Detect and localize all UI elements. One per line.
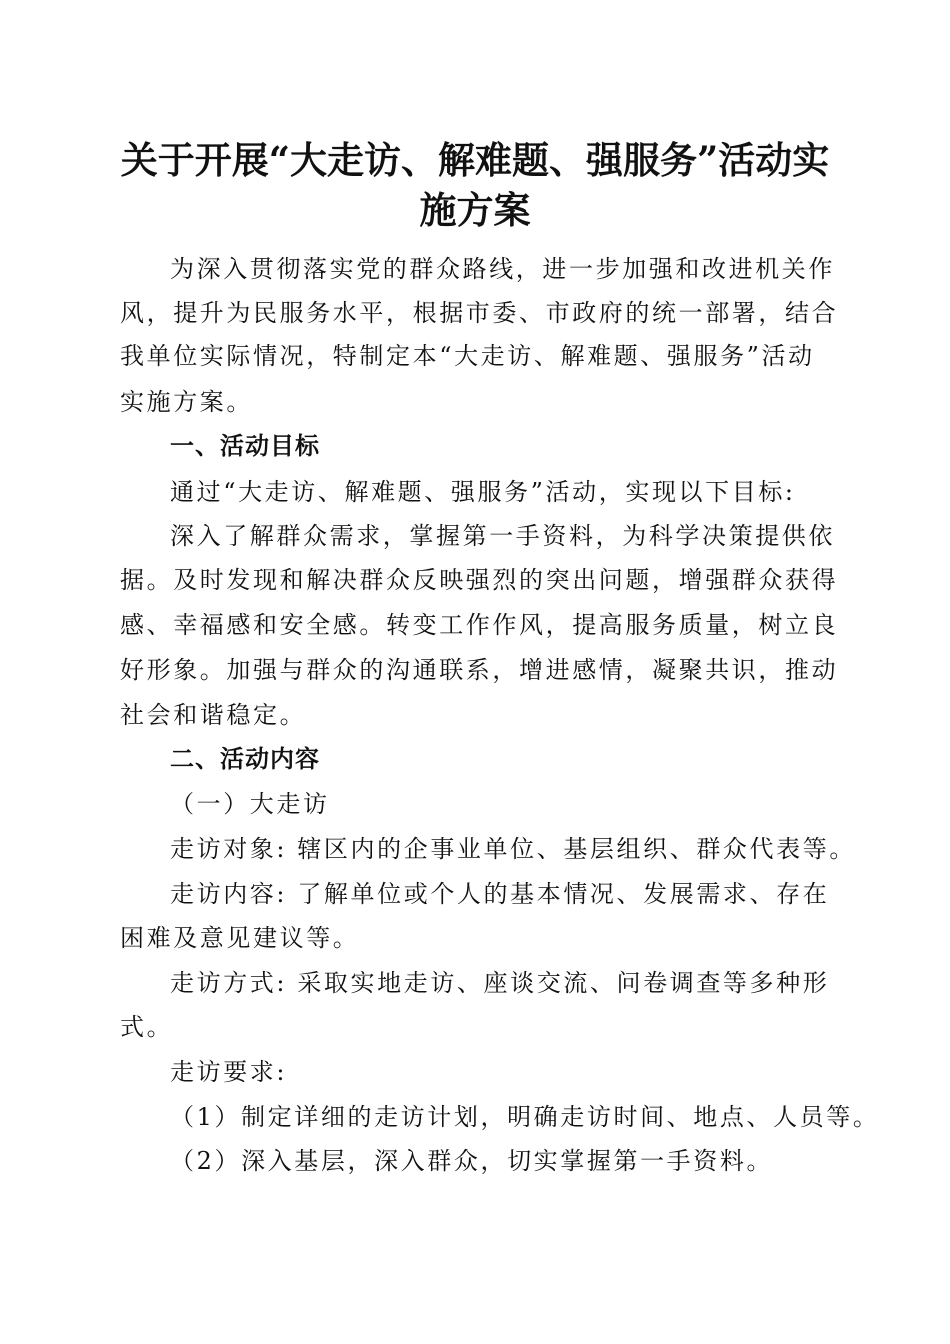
- document-title-line-2: 施方案: [419, 188, 531, 232]
- visit-content-line-1: 走访内容: 了解单位或个人的基本情况、发展需求、存在: [170, 880, 830, 908]
- document-title-line-1: 关于开展“大走访、解难题、强服务”活动实: [120, 138, 830, 182]
- intro-line-3: 我单位实际情况，特制定本“大走访、解难题、强服务”活动: [120, 342, 815, 370]
- visit-method-line-1: 走访方式: 采取实地走访、座谈交流、问卷调查等多种形: [170, 969, 830, 997]
- intro-line-4: 实施方案。: [120, 388, 253, 416]
- visit-targets: 走访对象: 辖区内的企事业单位、基层组织、群众代表等。: [170, 835, 856, 863]
- intro-line-2: 风，提升为民服务水平，根据市委、市政府的统一部署，结合: [120, 299, 839, 327]
- visit-method-line-2: 式。: [120, 1013, 174, 1041]
- goals-line-5: 社会和谐稳定。: [120, 701, 307, 729]
- visit-content-line-2: 困难及意见建议等。: [120, 924, 360, 952]
- intro-line-1: 为深入贯彻落实党的群众路线，进一步加强和改进机关作: [170, 255, 835, 283]
- section-heading-goals: 一、活动目标: [170, 432, 320, 460]
- goals-line-3: 感、幸福感和安全感。转变工作作风，提高服务质量，树立良: [120, 611, 839, 639]
- subheading-visit: （一）大走访: [170, 790, 330, 818]
- visit-requirement-1: （1）制定详细的走访计划，明确走访时间、地点、人员等。: [170, 1103, 880, 1131]
- goals-line-1: 深入了解群众需求，掌握第一手资料，为科学决策提供依: [170, 522, 835, 550]
- goals-line-4: 好形象。加强与群众的沟通联系，增进感情，凝聚共识，推动: [120, 656, 839, 684]
- section-heading-content: 二、活动内容: [170, 745, 320, 773]
- visit-requirement-2: （2）深入基层，深入群众，切实掌握第一手资料。: [170, 1147, 774, 1175]
- visit-requirements-label: 走访要求:: [170, 1058, 288, 1086]
- goals-line-2: 据。及时发现和解决群众反映强烈的突出问题，增强群众获得: [120, 566, 839, 594]
- goals-lead: 通过“大走访、解难题、强服务”活动，实现以下目标:: [170, 478, 796, 506]
